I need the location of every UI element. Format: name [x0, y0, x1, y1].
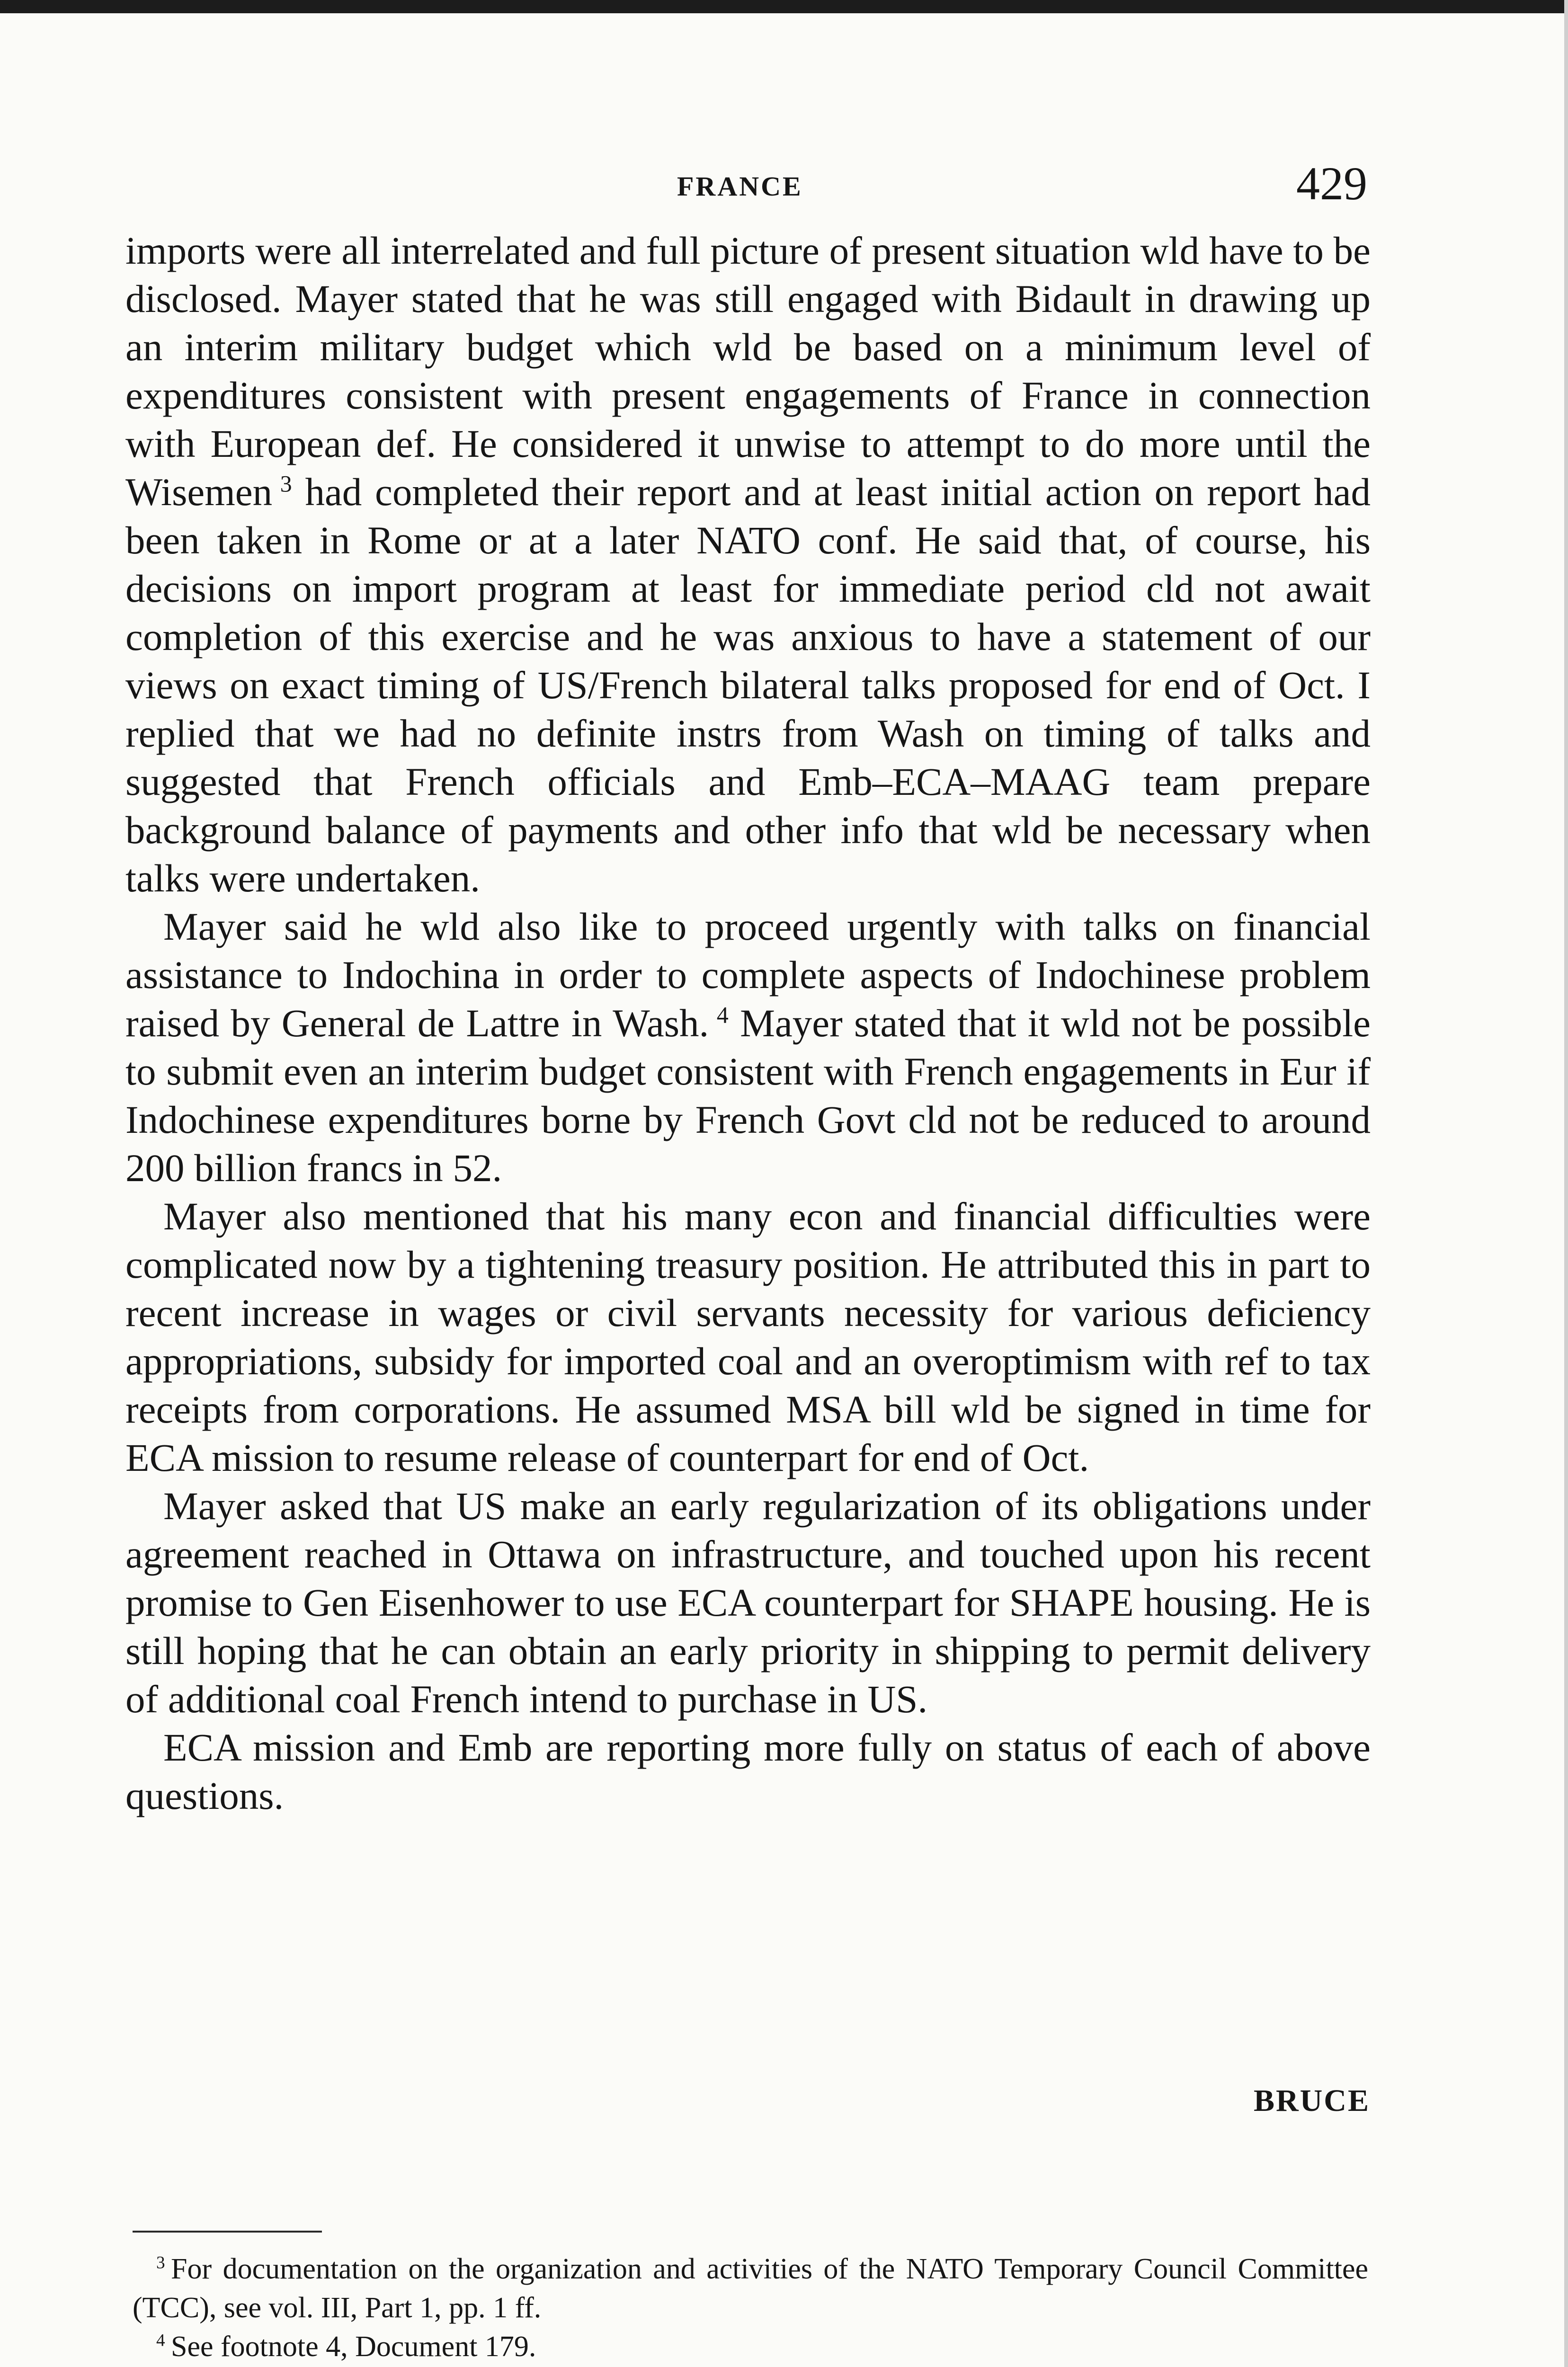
footnotes: [133, 2250, 1368, 2366]
paragraph-1-text: imports were all interrelated and full picture of present situation wld have to be disclosed. Mayer stated that he was still engaged with Bidault in drawing up an interim military budget which wld be based on a minimum level of expenditures consistent with present engagements of France in connection with European def. He considered it unwise to attempt to do more until the Wisemen: [125, 229, 1371, 514]
page-edge: [1564, 0, 1568, 2367]
footnote-3: [133, 2250, 1368, 2327]
paragraph-2: [125, 902, 1371, 1192]
footnote-3-text: For documentation on the organization and activities of the NATO Temporary Council Committee (TCC), see vol. III, Part 1, pp. 1 ff.: [133, 2253, 1368, 2324]
paragraph-4: Mayer asked that US make an early regularization of its obligations under agreement reached in Ottawa on infrastructure, and touched upon his recent promise to Gen Eisenhower to use ECA counterpart for SHAPE housing. He is still hoping that he can obtain an early priority in shipping to permit delivery of additional coal French intend to purchase in US.: [125, 1484, 1371, 1721]
page-header: [0, 156, 1568, 208]
paragraph-1-text-continued: had completed their report and at least initial action on report had been taken in Rome or at a later NATO conf. He said that, of course, his decisions on import program at least for immediate period cld not await completion of this exercise and he was anxious to have a statement of our views on exact timing of US/French bilateral talks proposed for end of Oct. I replied that we had no definite instrs from Wash on timing of talks and suggested that French officials and Emb–ECA–MAAG team prepare background balance of payments and other info that wld be necessary when talks were undertaken.: [125, 470, 1371, 900]
footnote-divider: [133, 2231, 322, 2233]
footnote-4-text: See footnote 4, Document 179.: [171, 2331, 536, 2363]
paragraph-2-text-continued: Mayer stated that it wld not be possible to submit even an interim budget consistent with French engagements in Eur if Indochinese expenditures borne by French Govt cld not be reduced to around 200 billion francs in 52.: [125, 1001, 1371, 1190]
footnote-ref-4: 4: [716, 1002, 729, 1028]
signature: BRUCE: [1253, 2083, 1370, 2118]
footnote-marker-3: 3: [156, 2253, 165, 2273]
footnote-ref-3: 3: [280, 471, 292, 497]
footnote-4: [133, 2327, 1368, 2366]
paragraph-2-text: Mayer said he wld also like to proceed urgently with talks on financial assistance to Indochina in order to complete aspects of Indochinese problem raised by General de Lattre in Wash.: [125, 905, 1371, 1045]
top-edge-rule: [0, 0, 1568, 13]
paragraph-1: [125, 226, 1371, 902]
running-head: FRANCE: [677, 171, 803, 202]
footnote-marker-4: 4: [156, 2331, 165, 2350]
page-number: 429: [1296, 157, 1367, 210]
paragraph-5: ECA mission and Emb are reporting more fully on status of each of above questions.: [125, 1726, 1371, 1817]
document-body: [125, 226, 1371, 1820]
paragraph-3: Mayer also mentioned that his many econ and financial difficulties were complicated now by a tightening treasury position. He attributed this in part to recent increase in wages or civil servants necessity for various deficiency appropriations, subsidy for imported coal and an overoptimism with ref to tax receipts from corporations. He assumed MSA bill wld be signed in time for ECA mission to resume release of counterpart for end of Oct.: [125, 1194, 1371, 1479]
